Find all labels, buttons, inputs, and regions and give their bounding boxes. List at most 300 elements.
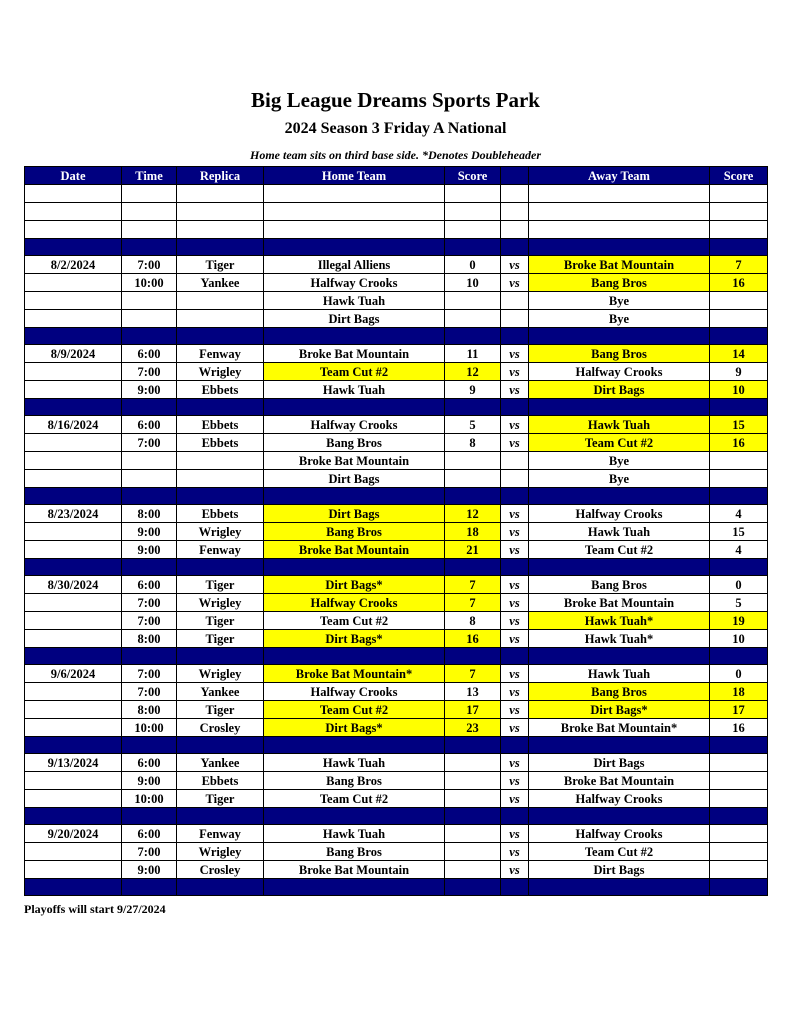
time-cell: 7:00 bbox=[122, 665, 177, 683]
game-row bbox=[25, 630, 768, 648]
home-score-cell: 18 bbox=[445, 523, 501, 541]
separator-cell bbox=[25, 559, 122, 576]
separator-cell bbox=[122, 737, 177, 754]
away-team-cell: Hawk Tuah bbox=[529, 523, 710, 541]
col-header-home-team: Home Team bbox=[264, 167, 445, 185]
separator-cell bbox=[25, 239, 122, 256]
home-score-cell: 5 bbox=[445, 416, 501, 434]
away-score-cell: 4 bbox=[710, 505, 768, 523]
separator-cell bbox=[177, 399, 264, 416]
separator-cell bbox=[25, 399, 122, 416]
blank-cell bbox=[710, 203, 768, 221]
separator-cell bbox=[710, 648, 768, 665]
away-score-cell: 16 bbox=[710, 719, 768, 737]
game-row bbox=[25, 719, 768, 737]
home-team-cell: Hawk Tuah bbox=[264, 754, 445, 772]
date-cell bbox=[25, 452, 122, 470]
home-score-cell bbox=[445, 452, 501, 470]
blank-cell bbox=[25, 185, 122, 203]
separator-cell bbox=[710, 239, 768, 256]
away-score-cell bbox=[710, 843, 768, 861]
replica-cell: Tiger bbox=[177, 256, 264, 274]
away-score-cell bbox=[710, 452, 768, 470]
separator-cell bbox=[264, 239, 445, 256]
home-score-cell bbox=[445, 790, 501, 808]
away-team-cell: Bye bbox=[529, 452, 710, 470]
replica-cell: Wrigley bbox=[177, 594, 264, 612]
date-cell bbox=[25, 861, 122, 879]
date-cell bbox=[25, 541, 122, 559]
time-cell: 10:00 bbox=[122, 274, 177, 292]
home-team-cell: Hawk Tuah bbox=[264, 292, 445, 310]
game-row bbox=[25, 434, 768, 452]
vs-cell bbox=[501, 452, 529, 470]
home-team-cell: Hawk Tuah bbox=[264, 381, 445, 399]
home-score-cell: 17 bbox=[445, 701, 501, 719]
separator-cell bbox=[177, 879, 264, 896]
home-team-cell: Broke Bat Mountain bbox=[264, 345, 445, 363]
page-subtitle: 2024 Season 3 Friday A National bbox=[284, 120, 507, 137]
away-team-cell: Bang Bros bbox=[529, 274, 710, 292]
time-cell: 7:00 bbox=[122, 363, 177, 381]
separator-cell bbox=[122, 328, 177, 345]
away-score-cell: 7 bbox=[710, 256, 768, 274]
blank-cell bbox=[710, 221, 768, 239]
separator-cell bbox=[25, 328, 122, 345]
col-header-time: Time bbox=[122, 167, 177, 185]
away-score-cell: 14 bbox=[710, 345, 768, 363]
home-score-cell bbox=[445, 292, 501, 310]
game-row bbox=[25, 861, 768, 879]
home-score-cell bbox=[445, 772, 501, 790]
separator-cell bbox=[529, 737, 710, 754]
game-row bbox=[25, 416, 768, 434]
away-team-cell: Team Cut #2 bbox=[529, 541, 710, 559]
vs-cell: vs bbox=[501, 594, 529, 612]
separator-cell bbox=[264, 488, 445, 505]
separator-row bbox=[25, 879, 768, 896]
away-score-cell: 4 bbox=[710, 541, 768, 559]
separator-cell bbox=[445, 737, 501, 754]
away-score-cell: 18 bbox=[710, 683, 768, 701]
vs-cell: vs bbox=[501, 843, 529, 861]
home-team-cell: Broke Bat Mountain* bbox=[264, 665, 445, 683]
replica-cell: Ebbets bbox=[177, 434, 264, 452]
away-team-cell: Broke Bat Mountain bbox=[529, 256, 710, 274]
separator-cell bbox=[710, 808, 768, 825]
vs-cell: vs bbox=[501, 612, 529, 630]
vs-cell: vs bbox=[501, 345, 529, 363]
home-score-cell: 12 bbox=[445, 363, 501, 381]
date-cell bbox=[25, 310, 122, 328]
away-score-cell: 16 bbox=[710, 274, 768, 292]
date-cell: 9/20/2024 bbox=[25, 825, 122, 843]
time-cell bbox=[122, 452, 177, 470]
away-score-cell bbox=[710, 825, 768, 843]
away-score-cell bbox=[710, 790, 768, 808]
away-team-cell: Broke Bat Mountain bbox=[529, 594, 710, 612]
vs-cell: vs bbox=[501, 790, 529, 808]
blank-row bbox=[25, 203, 768, 221]
home-score-cell bbox=[445, 310, 501, 328]
replica-cell: Tiger bbox=[177, 630, 264, 648]
replica-cell: Yankee bbox=[177, 754, 264, 772]
away-team-cell: Bang Bros bbox=[529, 345, 710, 363]
replica-cell: Wrigley bbox=[177, 843, 264, 861]
blank-cell bbox=[445, 185, 501, 203]
date-cell bbox=[25, 381, 122, 399]
separator-cell bbox=[710, 559, 768, 576]
separator-cell bbox=[710, 737, 768, 754]
separator-cell bbox=[264, 808, 445, 825]
blank-cell bbox=[177, 203, 264, 221]
replica-cell bbox=[177, 452, 264, 470]
separator-cell bbox=[501, 328, 529, 345]
home-score-cell: 13 bbox=[445, 683, 501, 701]
game-row bbox=[25, 701, 768, 719]
home-team-cell: Bang Bros bbox=[264, 523, 445, 541]
home-score-cell bbox=[445, 825, 501, 843]
blank-cell bbox=[264, 185, 445, 203]
replica-cell bbox=[177, 470, 264, 488]
replica-cell bbox=[177, 310, 264, 328]
away-team-cell: Hawk Tuah* bbox=[529, 612, 710, 630]
col-header-vs bbox=[501, 167, 529, 185]
separator-cell bbox=[710, 488, 768, 505]
col-header-away-score: Score bbox=[710, 167, 768, 185]
blank-cell bbox=[501, 221, 529, 239]
away-team-cell: Dirt Bags bbox=[529, 754, 710, 772]
away-score-cell bbox=[710, 470, 768, 488]
separator-cell bbox=[710, 399, 768, 416]
schedule-table bbox=[24, 166, 768, 896]
time-cell: 9:00 bbox=[122, 541, 177, 559]
replica-cell: Ebbets bbox=[177, 505, 264, 523]
separator-cell bbox=[501, 879, 529, 896]
away-team-cell: Bye bbox=[529, 470, 710, 488]
game-row bbox=[25, 754, 768, 772]
blank-cell bbox=[25, 203, 122, 221]
home-score-cell: 7 bbox=[445, 594, 501, 612]
separator-cell bbox=[264, 328, 445, 345]
away-team-cell: Halfway Crooks bbox=[529, 363, 710, 381]
game-row bbox=[25, 665, 768, 683]
blank-cell bbox=[529, 221, 710, 239]
separator-row bbox=[25, 559, 768, 576]
home-score-cell bbox=[445, 754, 501, 772]
away-score-cell: 10 bbox=[710, 630, 768, 648]
page-title: Big League Dreams Sports Park bbox=[251, 88, 540, 112]
game-row bbox=[25, 381, 768, 399]
time-cell: 9:00 bbox=[122, 381, 177, 399]
separator-cell bbox=[25, 879, 122, 896]
separator-cell bbox=[264, 879, 445, 896]
date-cell: 8/16/2024 bbox=[25, 416, 122, 434]
vs-cell: vs bbox=[501, 363, 529, 381]
vs-cell: vs bbox=[501, 434, 529, 452]
home-score-cell: 7 bbox=[445, 665, 501, 683]
separator-cell bbox=[177, 808, 264, 825]
separator-cell bbox=[501, 399, 529, 416]
home-team-cell: Team Cut #2 bbox=[264, 363, 445, 381]
replica-cell: Ebbets bbox=[177, 772, 264, 790]
separator-cell bbox=[529, 328, 710, 345]
vs-cell: vs bbox=[501, 576, 529, 594]
replica-cell: Tiger bbox=[177, 612, 264, 630]
game-row bbox=[25, 452, 768, 470]
away-team-cell: Halfway Crooks bbox=[529, 505, 710, 523]
away-score-cell: 0 bbox=[710, 576, 768, 594]
home-score-cell: 21 bbox=[445, 541, 501, 559]
time-cell: 7:00 bbox=[122, 256, 177, 274]
home-score-cell: 12 bbox=[445, 505, 501, 523]
col-header-home-score: Score bbox=[445, 167, 501, 185]
home-team-cell: Dirt Bags bbox=[264, 505, 445, 523]
away-score-cell bbox=[710, 292, 768, 310]
blank-cell bbox=[264, 203, 445, 221]
vs-cell: vs bbox=[501, 683, 529, 701]
home-team-cell: Team Cut #2 bbox=[264, 701, 445, 719]
separator-cell bbox=[445, 399, 501, 416]
vs-cell: vs bbox=[501, 505, 529, 523]
home-score-cell: 11 bbox=[445, 345, 501, 363]
time-cell: 9:00 bbox=[122, 772, 177, 790]
home-score-cell: 8 bbox=[445, 612, 501, 630]
home-team-cell: Dirt Bags bbox=[264, 470, 445, 488]
vs-cell: vs bbox=[501, 754, 529, 772]
away-score-cell: 15 bbox=[710, 523, 768, 541]
vs-cell: vs bbox=[501, 256, 529, 274]
header-row bbox=[25, 167, 768, 185]
replica-cell: Tiger bbox=[177, 576, 264, 594]
separator-cell bbox=[122, 239, 177, 256]
separator-cell bbox=[501, 737, 529, 754]
away-score-cell: 10 bbox=[710, 381, 768, 399]
date-cell bbox=[25, 594, 122, 612]
date-cell bbox=[25, 274, 122, 292]
time-cell bbox=[122, 310, 177, 328]
date-cell bbox=[25, 292, 122, 310]
separator-cell bbox=[264, 648, 445, 665]
game-row bbox=[25, 594, 768, 612]
time-cell: 7:00 bbox=[122, 612, 177, 630]
separator-row bbox=[25, 328, 768, 345]
time-cell bbox=[122, 292, 177, 310]
separator-cell bbox=[445, 559, 501, 576]
separator-cell bbox=[122, 648, 177, 665]
home-team-cell: Halfway Crooks bbox=[264, 274, 445, 292]
separator-cell bbox=[25, 488, 122, 505]
away-team-cell: Hawk Tuah bbox=[529, 416, 710, 434]
home-team-cell: Halfway Crooks bbox=[264, 416, 445, 434]
away-score-cell bbox=[710, 772, 768, 790]
replica-cell: Wrigley bbox=[177, 665, 264, 683]
replica-cell: Wrigley bbox=[177, 363, 264, 381]
away-team-cell: Bye bbox=[529, 292, 710, 310]
time-cell: 6:00 bbox=[122, 416, 177, 434]
time-cell: 6:00 bbox=[122, 345, 177, 363]
date-cell bbox=[25, 683, 122, 701]
game-row bbox=[25, 470, 768, 488]
separator-cell bbox=[25, 808, 122, 825]
away-team-cell: Halfway Crooks bbox=[529, 790, 710, 808]
blank-cell bbox=[177, 185, 264, 203]
home-score-cell: 0 bbox=[445, 256, 501, 274]
away-score-cell bbox=[710, 754, 768, 772]
game-row bbox=[25, 274, 768, 292]
replica-cell: Ebbets bbox=[177, 416, 264, 434]
away-score-cell: 17 bbox=[710, 701, 768, 719]
replica-cell: Ebbets bbox=[177, 381, 264, 399]
home-team-cell: Illegal Alliens bbox=[264, 256, 445, 274]
date-cell bbox=[25, 523, 122, 541]
home-score-cell: 9 bbox=[445, 381, 501, 399]
home-score-cell: 7 bbox=[445, 576, 501, 594]
separator-cell bbox=[445, 648, 501, 665]
home-team-cell: Broke Bat Mountain bbox=[264, 452, 445, 470]
separator-cell bbox=[529, 399, 710, 416]
time-cell: 7:00 bbox=[122, 843, 177, 861]
date-cell: 8/9/2024 bbox=[25, 345, 122, 363]
away-team-cell: Halfway Crooks bbox=[529, 825, 710, 843]
away-score-cell: 9 bbox=[710, 363, 768, 381]
separator-cell bbox=[501, 808, 529, 825]
away-score-cell: 19 bbox=[710, 612, 768, 630]
time-cell: 10:00 bbox=[122, 719, 177, 737]
separator-cell bbox=[122, 808, 177, 825]
away-team-cell: Dirt Bags bbox=[529, 381, 710, 399]
vs-cell: vs bbox=[501, 416, 529, 434]
separator-row bbox=[25, 488, 768, 505]
separator-cell bbox=[445, 808, 501, 825]
vs-cell: vs bbox=[501, 523, 529, 541]
blank-cell bbox=[122, 221, 177, 239]
blank-cell bbox=[710, 185, 768, 203]
home-team-cell: Bang Bros bbox=[264, 843, 445, 861]
time-cell: 6:00 bbox=[122, 825, 177, 843]
away-score-cell: 16 bbox=[710, 434, 768, 452]
home-team-cell: Team Cut #2 bbox=[264, 790, 445, 808]
blank-cell bbox=[529, 185, 710, 203]
separator-cell bbox=[445, 328, 501, 345]
separator-cell bbox=[501, 648, 529, 665]
game-row bbox=[25, 683, 768, 701]
date-cell bbox=[25, 790, 122, 808]
vs-cell: vs bbox=[501, 701, 529, 719]
vs-cell bbox=[501, 310, 529, 328]
replica-cell: Fenway bbox=[177, 345, 264, 363]
blank-cell bbox=[445, 221, 501, 239]
vs-cell: vs bbox=[501, 381, 529, 399]
separator-cell bbox=[177, 559, 264, 576]
blank-cell bbox=[501, 185, 529, 203]
blank-cell bbox=[264, 221, 445, 239]
time-cell: 9:00 bbox=[122, 861, 177, 879]
time-cell: 8:00 bbox=[122, 505, 177, 523]
vs-cell: vs bbox=[501, 719, 529, 737]
away-team-cell: Bye bbox=[529, 310, 710, 328]
blank-cell bbox=[122, 203, 177, 221]
time-cell: 7:00 bbox=[122, 594, 177, 612]
separator-cell bbox=[25, 737, 122, 754]
separator-cell bbox=[445, 239, 501, 256]
time-cell: 8:00 bbox=[122, 701, 177, 719]
separator-row bbox=[25, 808, 768, 825]
separator-cell bbox=[529, 808, 710, 825]
separator-cell bbox=[177, 648, 264, 665]
vs-cell: vs bbox=[501, 772, 529, 790]
home-team-cell: Halfway Crooks bbox=[264, 683, 445, 701]
game-row bbox=[25, 825, 768, 843]
date-cell bbox=[25, 363, 122, 381]
away-score-cell bbox=[710, 861, 768, 879]
game-row bbox=[25, 541, 768, 559]
date-cell bbox=[25, 434, 122, 452]
vs-cell: vs bbox=[501, 825, 529, 843]
time-cell: 9:00 bbox=[122, 523, 177, 541]
separator-cell bbox=[177, 239, 264, 256]
separator-cell bbox=[529, 648, 710, 665]
game-row bbox=[25, 363, 768, 381]
time-cell: 8:00 bbox=[122, 630, 177, 648]
away-team-cell: Bang Bros bbox=[529, 576, 710, 594]
away-team-cell: Hawk Tuah bbox=[529, 665, 710, 683]
home-team-cell: Dirt Bags* bbox=[264, 576, 445, 594]
replica-cell: Crosley bbox=[177, 861, 264, 879]
separator-row bbox=[25, 648, 768, 665]
col-header-replica: Replica bbox=[177, 167, 264, 185]
home-score-cell: 23 bbox=[445, 719, 501, 737]
separator-cell bbox=[529, 879, 710, 896]
separator-cell bbox=[25, 648, 122, 665]
home-team-cell: Dirt Bags* bbox=[264, 719, 445, 737]
separator-cell bbox=[264, 399, 445, 416]
separator-cell bbox=[529, 239, 710, 256]
separator-row bbox=[25, 737, 768, 754]
blank-cell bbox=[529, 203, 710, 221]
home-team-cell: Halfway Crooks bbox=[264, 594, 445, 612]
replica-cell: Fenway bbox=[177, 541, 264, 559]
time-cell: 7:00 bbox=[122, 434, 177, 452]
home-score-cell: 10 bbox=[445, 274, 501, 292]
separator-cell bbox=[177, 488, 264, 505]
date-cell bbox=[25, 470, 122, 488]
time-cell bbox=[122, 470, 177, 488]
away-team-cell: Team Cut #2 bbox=[529, 434, 710, 452]
time-cell: 6:00 bbox=[122, 576, 177, 594]
separator-cell bbox=[264, 737, 445, 754]
page-note: Home team sits on third base side. *Denotes Doubleheader bbox=[250, 148, 541, 162]
vs-cell: vs bbox=[501, 630, 529, 648]
col-header-date: Date bbox=[25, 167, 122, 185]
blank-cell bbox=[177, 221, 264, 239]
time-cell: 10:00 bbox=[122, 790, 177, 808]
separator-cell bbox=[122, 399, 177, 416]
separator-cell bbox=[529, 488, 710, 505]
blank-row bbox=[25, 185, 768, 203]
replica-cell: Wrigley bbox=[177, 523, 264, 541]
date-cell bbox=[25, 612, 122, 630]
replica-cell: Fenway bbox=[177, 825, 264, 843]
separator-cell bbox=[710, 879, 768, 896]
home-team-cell: Bang Bros bbox=[264, 772, 445, 790]
date-cell bbox=[25, 719, 122, 737]
vs-cell: vs bbox=[501, 861, 529, 879]
separator-cell bbox=[529, 559, 710, 576]
separator-cell bbox=[177, 328, 264, 345]
away-team-cell: Broke Bat Mountain bbox=[529, 772, 710, 790]
separator-cell bbox=[445, 879, 501, 896]
